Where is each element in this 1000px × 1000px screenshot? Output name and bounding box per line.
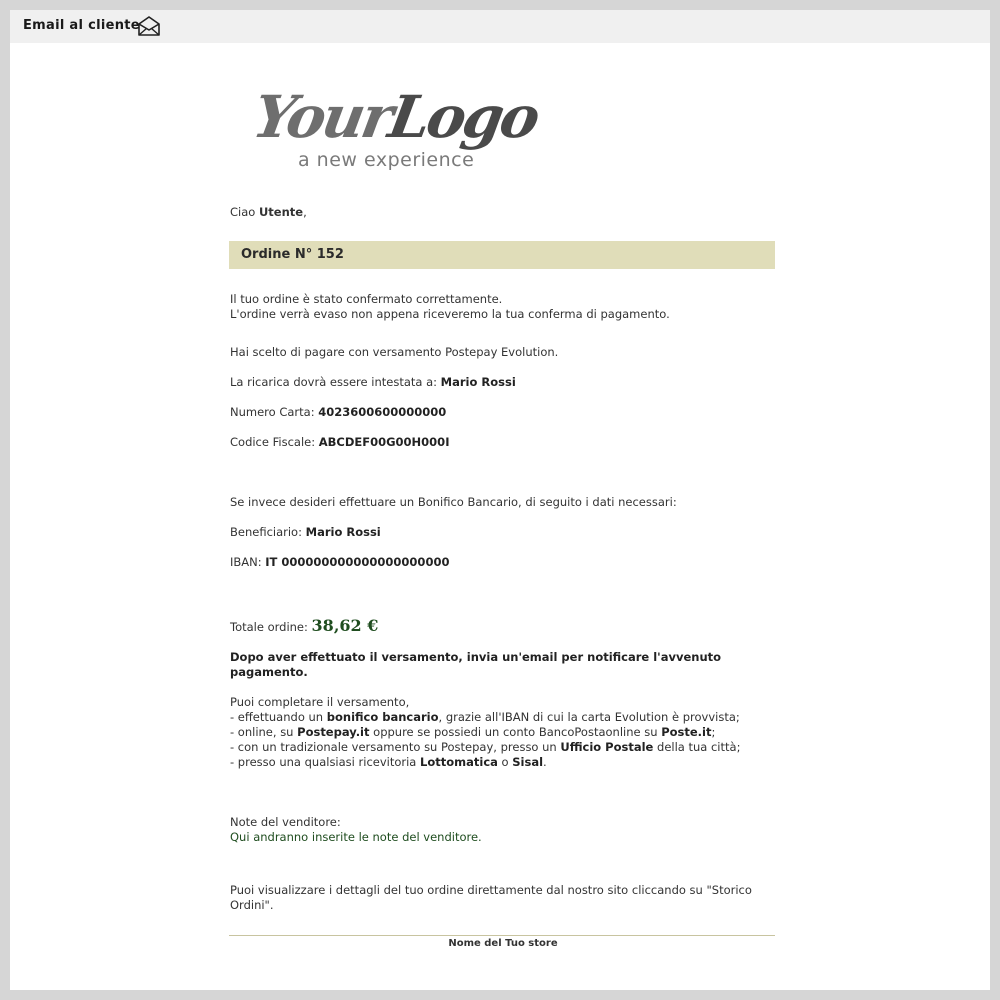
greeting: Ciao Utente, [230, 205, 307, 219]
logo-tagline: a new experience [298, 149, 475, 171]
beneficiary-line: Beneficiario: Mario Rossi [230, 525, 381, 539]
bank-intro: Se invece desideri effettuare un Bonifico Bancario, di seguito i dati necessari: [230, 495, 677, 509]
notice-line-1: Dopo aver effettuato il versamento, invia un'email per notificare l'avvenuto [230, 650, 722, 664]
postepay-intro: Hai scelto di pagare con versamento Postepay Evolution. [230, 345, 559, 359]
envelope-open-icon [137, 15, 161, 37]
method-item-ufficio: - con un tradizionale versamento su Postepay, presso un Ufficio Postale della tua città; [230, 740, 741, 754]
method-item-online: - online, su Postepay.it oppure se possiedi un conto BancoPostaonline su Poste.it; [230, 725, 716, 739]
beneficiary-value: Mario Rossi [305, 525, 381, 539]
fiscal-line: Codice Fiscale: ABCDEF00G00H000I [230, 435, 450, 449]
iban-line: IBAN: IT 000000000000000000000 [230, 555, 450, 569]
notes-label: Note del venditore: [230, 815, 341, 829]
holder-line: La ricarica dovrà essere intestata a: Mario Rossi [230, 375, 516, 389]
footer-store-name: Nome del Tuo store [448, 938, 558, 949]
total-line: Totale ordine: 38,62 € [230, 616, 379, 635]
customer-name: Utente [258, 205, 304, 219]
total-amount: 38,62 € [311, 616, 379, 635]
holder-value: Mario Rossi [440, 375, 516, 389]
header-title: Email al cliente [23, 18, 140, 33]
logo-script-dark: Logo [383, 83, 543, 151]
history-line-1: Puoi visualizzare i dettagli del tuo ordine direttamente dal nostro sito cliccando su "Storico [230, 883, 752, 897]
card-value: 4023600600000000 [318, 405, 447, 419]
logo-script [248, 83, 543, 151]
footer-divider [229, 935, 775, 936]
order-title: Ordine N° 152 [241, 247, 344, 262]
card-line: Numero Carta: 4023600600000000 [230, 405, 447, 419]
email-preview-frame [10, 10, 990, 990]
method-item-bonifico: - effettuando un bonifico bancario, grazie all'IBAN di cui la carta Evolution è provvista; [230, 710, 740, 724]
method-item-ricevitoria: - presso una qualsiasi ricevitoria Lottomatica o Sisal. [230, 755, 547, 769]
history-line-2: Ordini". [230, 898, 274, 912]
notes-text: Qui andranno inserite le note del venditore. [230, 830, 482, 844]
confirm-line-2: L'ordine verrà evaso non appena riceveremo la tua conferma di pagamento. [230, 307, 670, 321]
order-title-bar [229, 241, 775, 269]
store-logo [248, 83, 554, 178]
email-body [230, 10, 776, 990]
notice-line-2: pagamento. [230, 665, 308, 679]
confirm-line-1: Il tuo ordine è stato confermato correttamente. [230, 292, 503, 306]
iban-value: IT 000000000000000000000 [265, 555, 450, 569]
methods-intro: Puoi completare il versamento, [230, 695, 410, 709]
logo-script-light: Your [248, 83, 396, 151]
fiscal-value: ABCDEF00G00H000I [318, 435, 450, 449]
